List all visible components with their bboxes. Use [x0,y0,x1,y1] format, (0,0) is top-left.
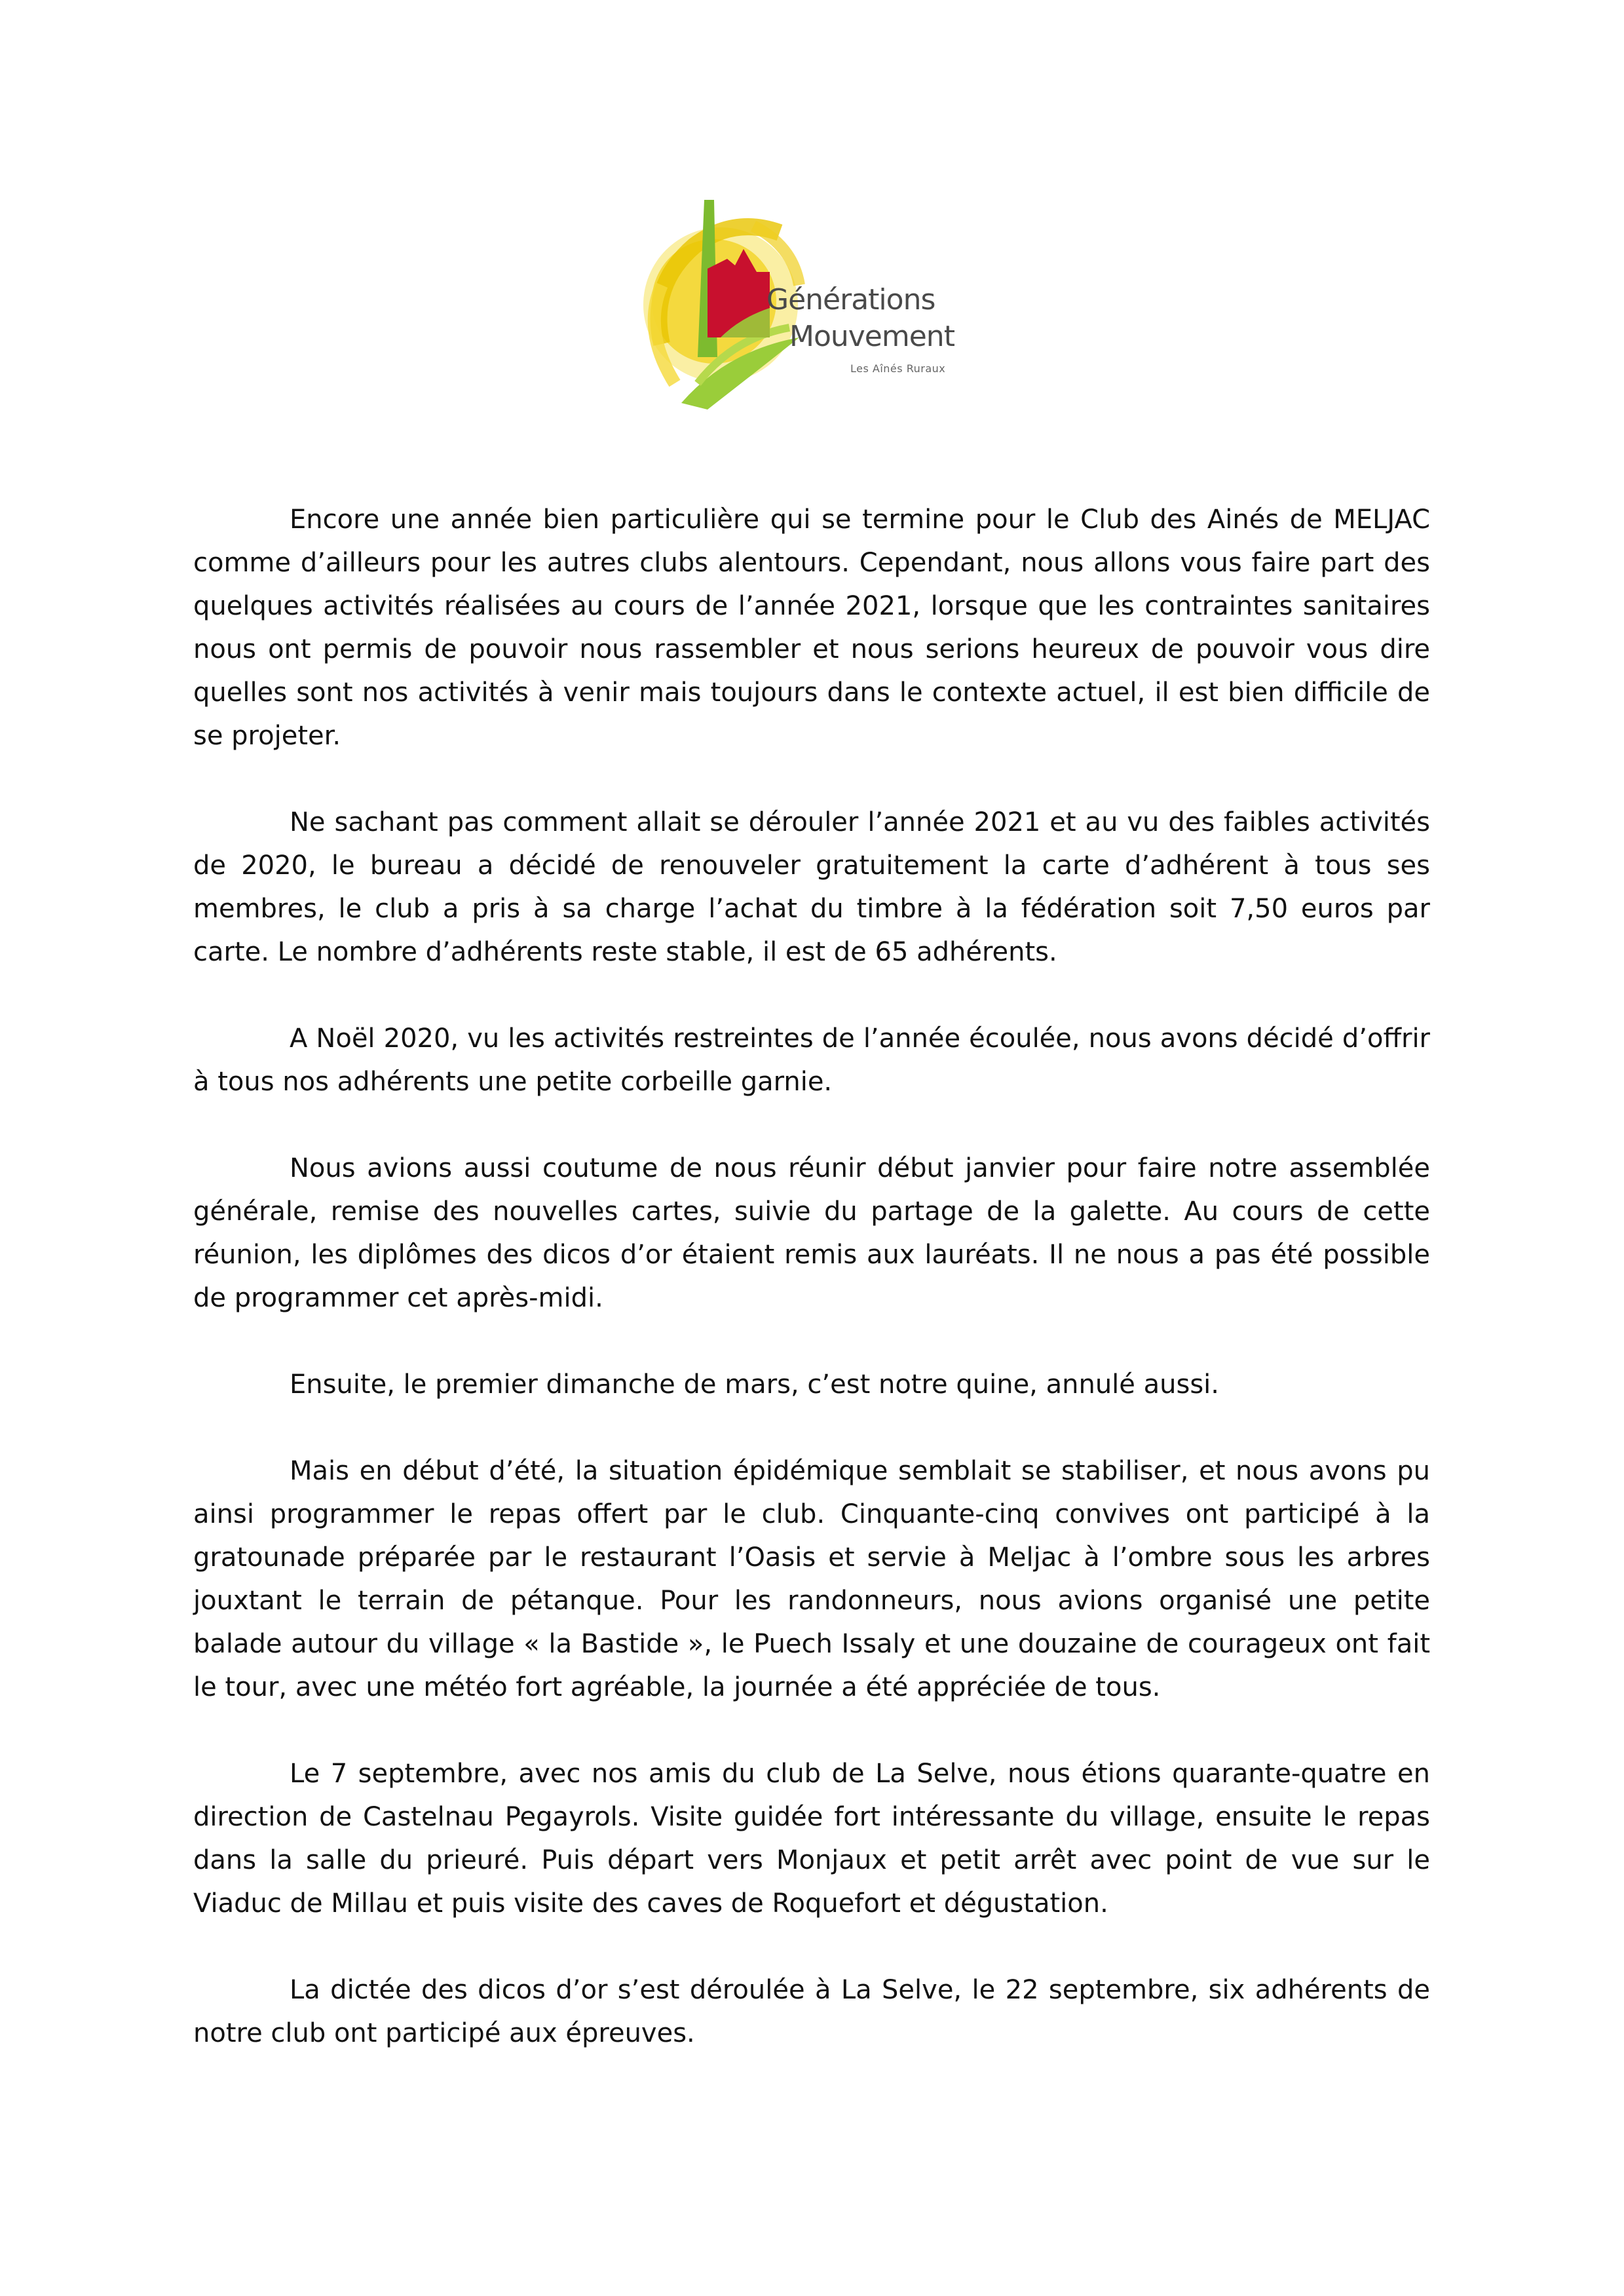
logo-subtitle: Les Aînés Ruraux [850,362,946,375]
paragraph-general-assembly: Nous avions aussi coutume de nous réunir début janvier pour faire notre assemblée générale, remise des nouvelles cartes, suivie du partage de la galette. Au cours de cette réunion, les diplômes des dicos d’or étaient remis aux lauréats. Il ne nous a pas été possible de programmer cet après-midi. [193,1153,1430,1313]
paragraph-christmas: A Noël 2020, vu les activités restreintes de l’année écoulée, nous avons décidé d’offrir à tous nos adhérents une petite corbeille garnie. [193,1024,1430,1097]
paragraph-membership: Ne sachant pas comment allait se dérouler l’année 2021 et au vu des faibles activités de 2020, le bureau a décidé de renouveler gratuitement la carte d’adhérent à tous ses membres, le club a pris à sa charge l’achat du timbre à la fédération soit 7,50 euros par carte. Le nombre d’adhérents reste stable, il est de 65 adhérents. [193,807,1430,967]
logo-title-mouvement: Mouvement [789,320,954,353]
generations-mouvement-logo [635,187,1002,423]
paragraph-summer-meal: Mais en début d’été, la situation épidémique semblait se stabiliser, et nous avons pu ainsi programmer le repas offert par le club. Cinquante-cinq convives ont participé à la gratounade préparée par le restaurant l’Oasis et servie à Meljac à l’ombre sous les arbres jouxtant le terrain de pétanque. Pour les randonneurs, nous avions organisé une petite balade autour du village « la Bastide », le Puech Issaly et une douzaine de courageux ont fait le tour, avec une météo fort agréable, la journée a été appréciée de tous. [193,1456,1430,1702]
letter-body [193,498,1430,2098]
paragraph-september-trip: Le 7 septembre, avec nos amis du club de La Selve, nous étions quarante-quatre en direction de Castelnau Pegayrols. Visite guidée fort intéressante du village, ensuite le repas dans la salle du prieuré. Puis départ vers Monjaux et petit arrêt avec point de vue sur le Viaduc de Millau et puis visite des caves de Roquefort et dégustation. [193,1759,1430,1919]
paragraph-dicos-dor: La dictée des dicos d’or s’est déroulée à La Selve, le 22 septembre, six adhérents de notre club ont participé aux épreuves. [193,1975,1430,2048]
paragraph-quine: Ensuite, le premier dimanche de mars, c’est notre quine, annulé aussi. [290,1369,1219,1400]
paragraph-intro: Encore une année bien particulière qui se termine pour le Club des Ainés de MELJAC comme d’ailleurs pour les autres clubs alentours. Cependant, nous allons vous faire part des quelques activités réalisées au cours de l’année 2021, lorsque que les contraintes sanitaires nous ont permis de pouvoir nous rassembler et nous serions heureux de pouvoir vous dire quelles sont nos activités à venir mais toujours dans le contexte actuel, il est bien difficile de se projeter. [193,505,1430,751]
logo-title-generations: Générations [766,283,935,316]
